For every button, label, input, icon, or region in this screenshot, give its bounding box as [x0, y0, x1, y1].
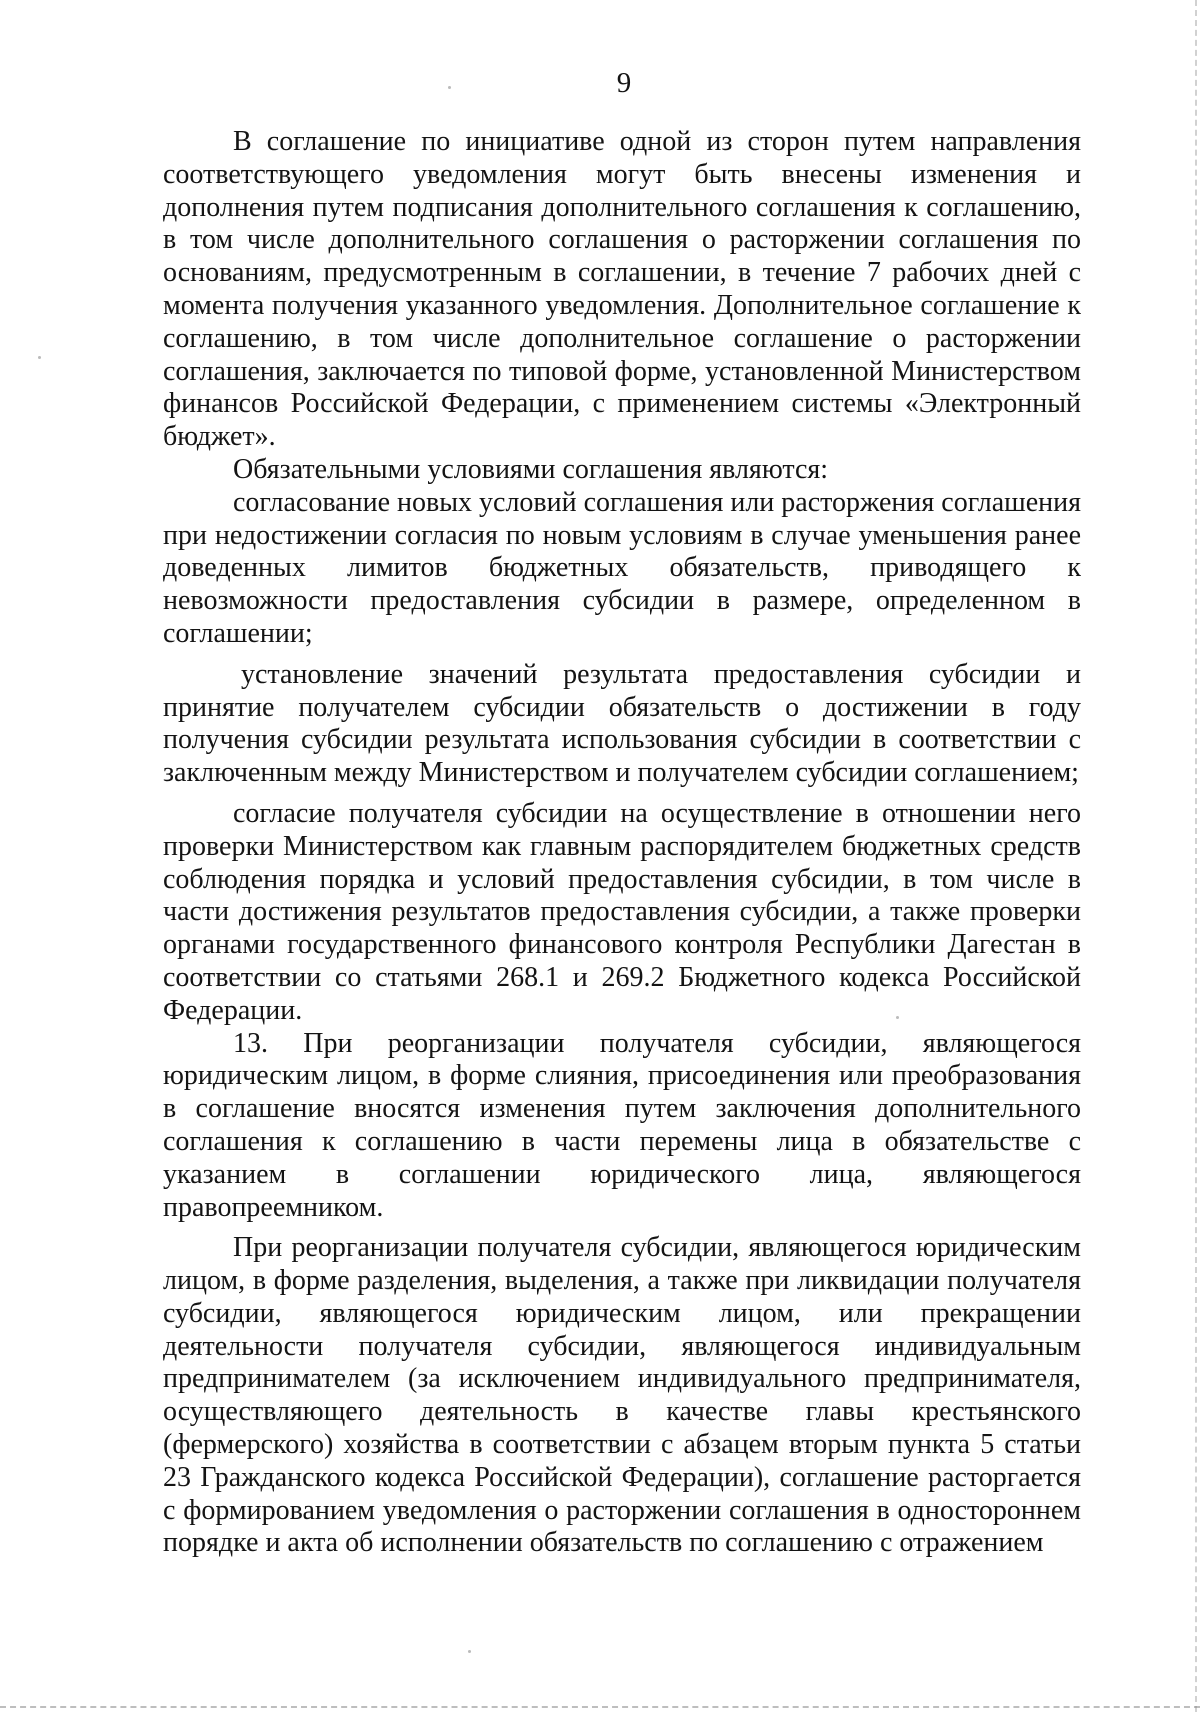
scan-speck: [448, 86, 451, 89]
scan-bottom-edge: [0, 1706, 1200, 1708]
document-body: [163, 126, 1081, 1560]
paragraph-mandatory-conditions: Обязательными условиями соглашения являются:: [233, 453, 829, 485]
paragraph-new-conditions: согласование новых условий соглашения или расторжения соглашения при недостижении согласия по новым условиям в случае уменьшения ранее доведенных лимитов бюджетных обязательств, приводящего к невозможности предоставления субсидии в размере, определенном в соглашении;: [163, 486, 1081, 649]
scan-speck: [38, 356, 41, 359]
paragraph-inspection-consent: согласие получателя субсидии на осуществление в отношении него проверки Министерством как главным распорядителем бюджетных средств соблюдения порядка и условий предоставления субсидии, в том числе в части достижения результатов предоставления субсидии, а также проверки органами государственного финансового контроля Республики Дагестан в соответствии со статьями 268.1 и 269.2 Бюджетного кодекса Российской Федерации.: [163, 797, 1081, 1026]
scan-speck: [896, 1016, 899, 1019]
paragraph-item-13-reorganization: 13. При реорганизации получателя субсидии, являющегося юридическим лицом, в форме слияния, присоединения или преобразования в соглашение вносятся изменения путем заключения дополнительного соглашения к соглашению в части перемены лица в обязательстве с указанием в соглашении юридического лица, являющегося правопреемником.: [163, 1027, 1081, 1223]
scan-right-edge: [1195, 0, 1197, 1712]
scan-speck: [468, 1650, 471, 1653]
page-number: 9: [616, 67, 632, 99]
paragraph-agreement-amendments: В соглашение по инициативе одной из сторон путем направления соответствующего уведомления могут быть внесены изменения и дополнения путем подписания дополнительного соглашения к соглашению, в том числе дополнительного соглашения о расторжении соглашения по основаниям, предусмотренным в соглашении, в течение 7 рабочих дней с момента получения указанного уведомления. Дополнительное соглашение к соглашению, в том числе дополнительное соглашение о расторжении соглашения, заключается по типовой форме, установленной Министерством финансов Российской Федерации, с применением системы «Электронный бюджет».: [163, 126, 1081, 453]
paragraph-result-values: установление значений результата предоставления субсидии и принятие получателем субсидии обязательств о достижении в году получения субсидии результата использования субсидии в соответствии с заключенным между Министерством и получателем субсидии соглашением;: [163, 658, 1081, 789]
paragraph-reorganization-termination: При реорганизации получателя субсидии, являющегося юридическим лицом, в форме разделения, выделения, а также при ликвидации получателя субсидии, являющегося юридическим лицом, или прекращении деятельности получателя субсидии, являющегося индивидуальным предпринимателем (за исключением индивидуального предпринимателя, осуществляющего деятельность в качестве главы крестьянского (фермерского) хозяйства в соответствии с абзацем вторым пункта 5 статьи 23 Гражданского кодекса Российской Федерации), соглашение расторгается с формированием уведомления о расторжении соглашения в одностороннем порядке и акта об исполнении обязательств по соглашению с отражением: [163, 1232, 1081, 1559]
